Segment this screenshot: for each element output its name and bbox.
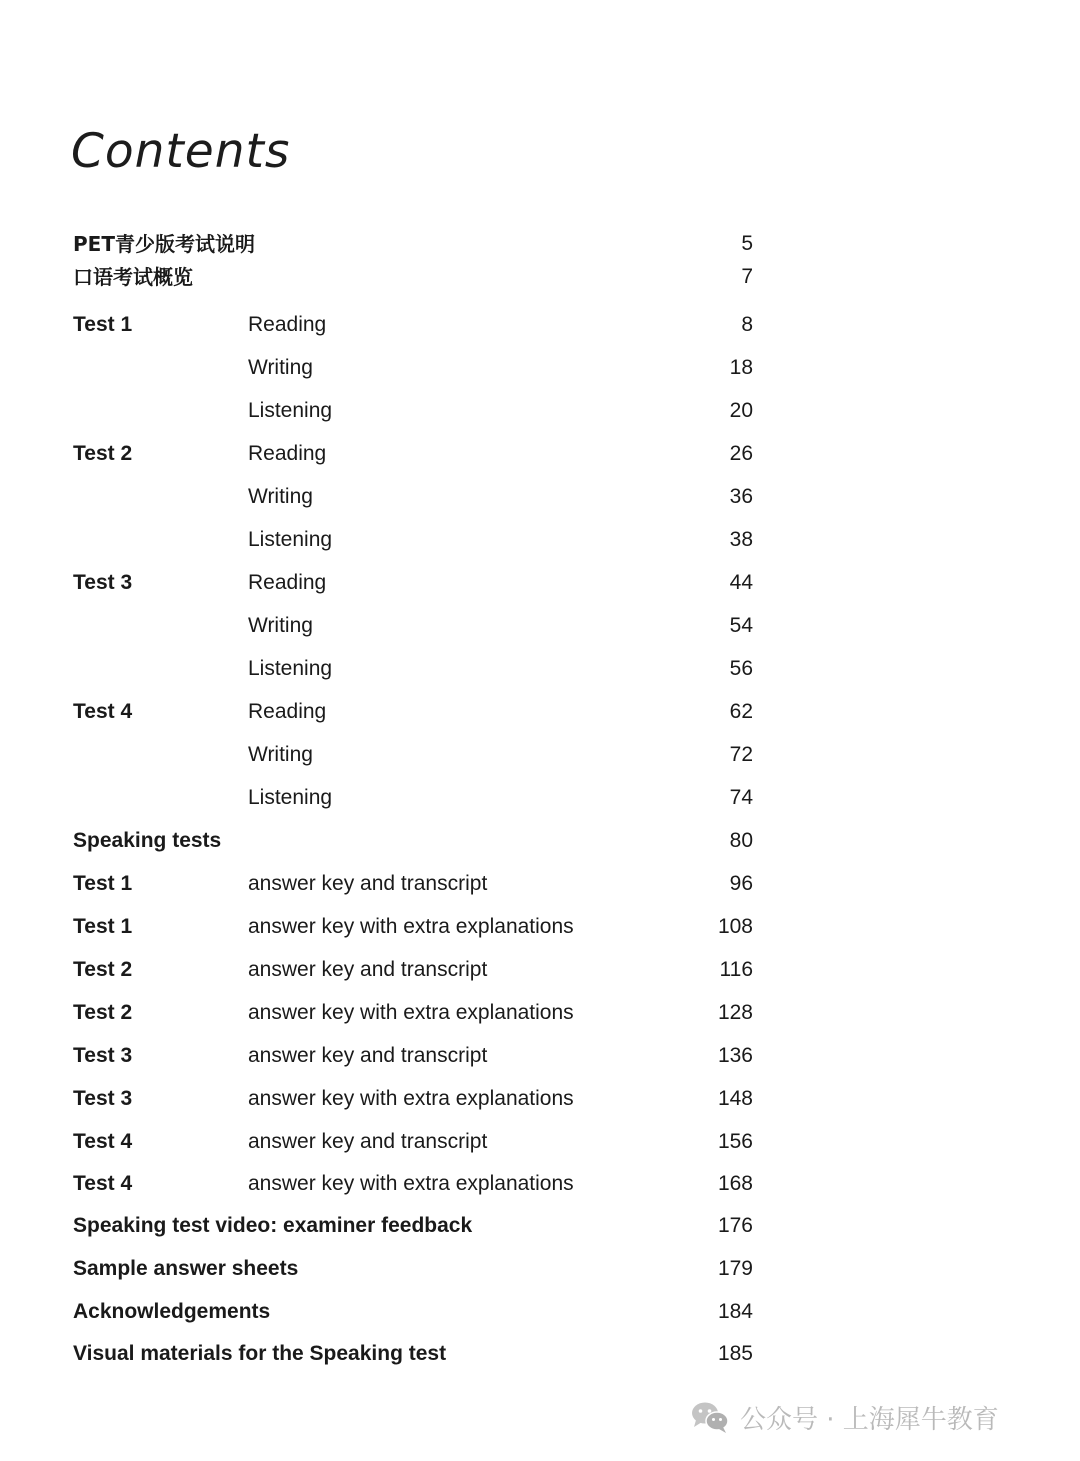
- toc-page-number: 128: [717, 1001, 753, 1024]
- toc-page-number: 108: [717, 915, 753, 938]
- toc-row-visual-materials[interactable]: [0, 1337, 1080, 1371]
- toc-test-label: Test 4: [73, 1130, 133, 1153]
- watermark: [690, 1396, 999, 1438]
- toc-section-label: Writing: [248, 485, 313, 508]
- toc-section-label: Writing: [248, 743, 313, 766]
- toc-page-number: 7: [741, 265, 753, 288]
- toc-row-test2-answer-key-transcript[interactable]: [0, 953, 1080, 987]
- toc-page-number: 18: [729, 356, 753, 379]
- toc-section-label: Listening: [248, 657, 333, 680]
- toc-section-label: answer key with extra explanations: [248, 1001, 574, 1024]
- toc-row-test1-writing[interactable]: [0, 351, 1080, 385]
- toc-section-label: answer key and transcript: [248, 1130, 488, 1153]
- toc-section-label: Listening: [248, 786, 333, 809]
- toc-label: Acknowledgements: [73, 1300, 271, 1323]
- toc-row-test1-answer-key-explanations[interactable]: [0, 910, 1080, 944]
- toc-label: Visual materials for the Speaking test: [73, 1342, 447, 1365]
- toc-row-test1-reading[interactable]: [0, 308, 1080, 342]
- toc-page-number: 185: [717, 1342, 753, 1365]
- toc-row-test4-reading[interactable]: [0, 695, 1080, 729]
- toc-section-label: Writing: [248, 614, 313, 637]
- toc-section-label: Reading: [248, 700, 327, 723]
- toc-label: Sample answer sheets: [73, 1257, 299, 1280]
- toc-test-label: Test 2: [73, 1001, 133, 1024]
- toc-page-number: 38: [729, 528, 753, 551]
- toc-row-test3-listening[interactable]: [0, 652, 1080, 686]
- toc-page-number: 26: [729, 442, 753, 465]
- toc-row-test4-listening[interactable]: [0, 781, 1080, 815]
- page-title: Contents: [71, 124, 291, 179]
- toc-row-test2-reading[interactable]: [0, 437, 1080, 471]
- toc-test-label: Test 3: [73, 571, 133, 594]
- toc-test-label: Test 4: [73, 1172, 133, 1195]
- toc-test-label: Test 3: [73, 1044, 133, 1067]
- toc-row-acknowledgements[interactable]: [0, 1295, 1080, 1329]
- toc-row-test3-answer-key-transcript[interactable]: [0, 1039, 1080, 1073]
- toc-page-number: 156: [717, 1130, 753, 1153]
- toc-page-number: 54: [729, 614, 753, 637]
- toc-label: 口语考试概览: [73, 265, 193, 289]
- toc-page-number: 184: [717, 1300, 753, 1323]
- toc-test-label: Test 3: [73, 1087, 133, 1110]
- toc-page-number: 116: [719, 958, 753, 981]
- toc-page-number: 96: [729, 872, 753, 895]
- toc-page-number: 72: [729, 743, 753, 766]
- toc-row-test2-listening[interactable]: [0, 523, 1080, 557]
- toc-section-label: answer key with extra explanations: [248, 1087, 574, 1110]
- toc-page-number: 8: [741, 313, 753, 336]
- toc-test-label: Test 1: [73, 915, 133, 938]
- toc-section-label: Reading: [248, 313, 327, 336]
- toc-label: PET青少版考试说明: [73, 232, 255, 256]
- toc-page-number: 56: [729, 657, 753, 680]
- toc-row-test4-answer-key-explanations[interactable]: [0, 1167, 1080, 1201]
- toc-page-number: 176: [717, 1214, 753, 1237]
- toc-row-test1-answer-key-transcript[interactable]: [0, 867, 1080, 901]
- toc-test-label: Test 2: [73, 958, 133, 981]
- toc-page-number: 36: [729, 485, 753, 508]
- toc-row-speaking-overview[interactable]: [0, 260, 1080, 294]
- toc-page-number: 20: [729, 399, 753, 422]
- toc-section-label: answer key and transcript: [248, 958, 488, 981]
- toc-label: Speaking tests: [73, 829, 222, 852]
- toc-page-number: 5: [741, 232, 753, 255]
- toc-section-label: answer key with extra explanations: [248, 915, 574, 938]
- toc-test-label: Test 1: [73, 872, 133, 895]
- toc-test-label: Test 2: [73, 442, 133, 465]
- toc-section-label: answer key with extra explanations: [248, 1172, 574, 1195]
- toc-page-number: 44: [729, 571, 753, 594]
- toc-row-test4-writing[interactable]: [0, 738, 1080, 772]
- wechat-icon: [690, 1400, 730, 1434]
- toc-row-test1-listening[interactable]: [0, 394, 1080, 428]
- toc-section-label: answer key and transcript: [248, 1044, 488, 1067]
- toc-page-number: 62: [729, 700, 753, 723]
- toc-page-number: 80: [729, 829, 753, 852]
- toc-test-label: Test 1: [73, 313, 133, 336]
- toc-section-label: answer key and transcript: [248, 872, 488, 895]
- toc-page-number: 179: [717, 1257, 753, 1280]
- toc-label: Speaking test video: examiner feedback: [73, 1214, 473, 1237]
- watermark-text: 公众号 · 上海犀牛教育: [740, 1404, 999, 1435]
- toc-page-number: 74: [729, 786, 753, 809]
- toc-section-label: Writing: [248, 356, 313, 379]
- toc-section-label: Listening: [248, 528, 333, 551]
- toc-row-test3-answer-key-explanations[interactable]: [0, 1082, 1080, 1116]
- toc-row-speaking-video[interactable]: [0, 1209, 1080, 1243]
- toc-section-label: Listening: [248, 399, 333, 422]
- toc-row-speaking-tests[interactable]: [0, 824, 1080, 858]
- toc-row-test3-writing[interactable]: [0, 609, 1080, 643]
- toc-row-exam-intro[interactable]: [0, 227, 1080, 261]
- toc-page-number: 148: [717, 1087, 753, 1110]
- toc-section-label: Reading: [248, 571, 327, 594]
- toc-page-number: 168: [717, 1172, 753, 1195]
- toc-row-test2-answer-key-explanations[interactable]: [0, 996, 1080, 1030]
- toc-test-label: Test 4: [73, 700, 133, 723]
- toc-row-sample-answer-sheets[interactable]: [0, 1252, 1080, 1286]
- toc-row-test2-writing[interactable]: [0, 480, 1080, 514]
- toc-row-test3-reading[interactable]: [0, 566, 1080, 600]
- toc-section-label: Reading: [248, 442, 327, 465]
- toc-row-test4-answer-key-transcript[interactable]: [0, 1125, 1080, 1159]
- toc-page-number: 136: [717, 1044, 753, 1067]
